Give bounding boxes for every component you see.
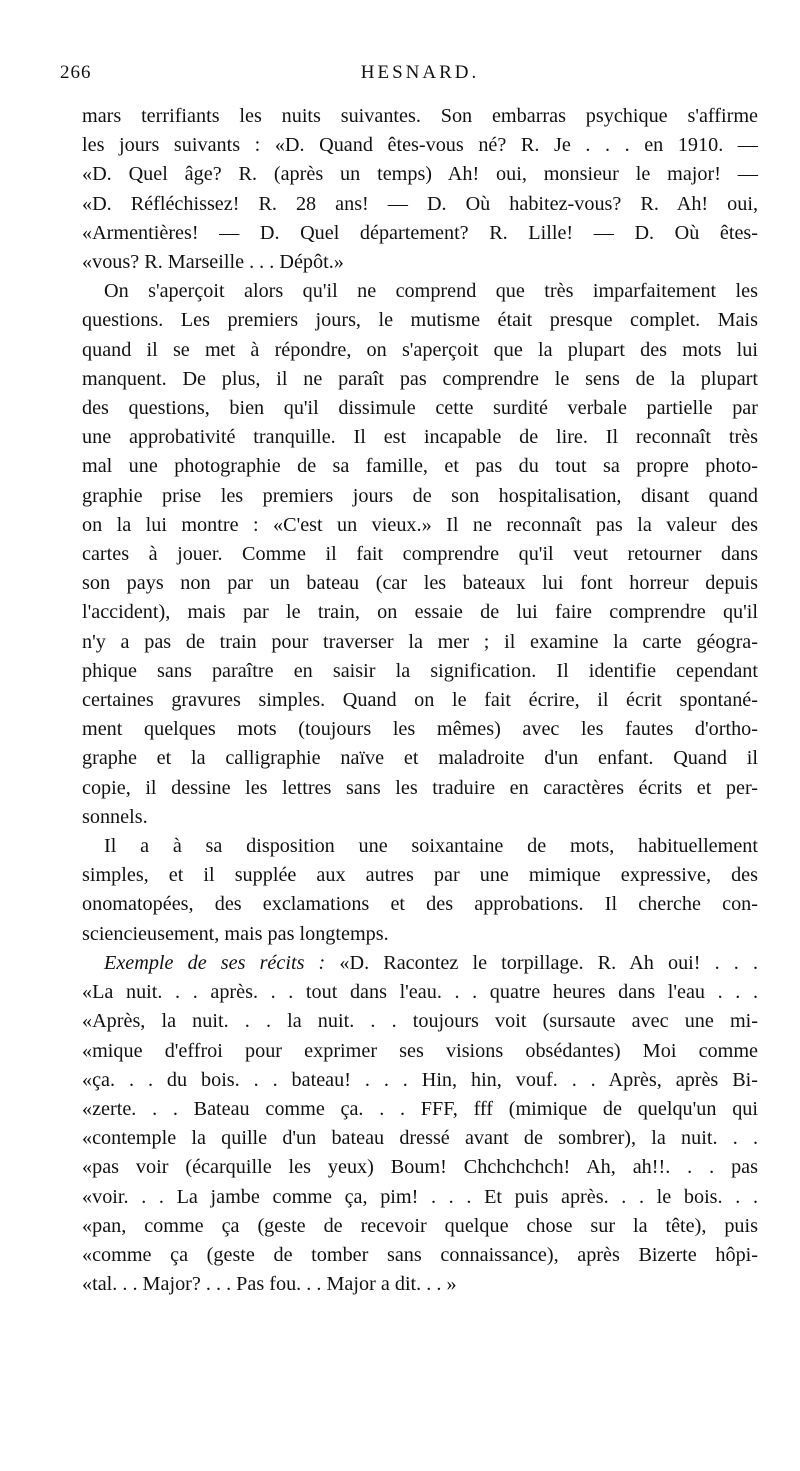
text-line: graphe et la calligraphie naïve et maladroite d'un enfant. Quand il (82, 747, 758, 770)
text-line: on la lui montre : «C'est un vieux.» Il ne reconnaît pas la valeur des (82, 513, 758, 536)
text-line: «pas voir (écarquille les yeux) Boum! Chchchchch! Ah, ah!!. . . pas (82, 1156, 758, 1179)
text-line: «D. Quel âge? R. (après un temps) Ah! oui, monsieur le major! — (82, 163, 758, 186)
text-line: «Armentières! — D. Quel département? R. Lille! — D. Où êtes- (82, 221, 758, 244)
text-line: «ça. . . du bois. . . bateau! . . . Hin, hin, vouf. . . Après, après Bi- (82, 1068, 758, 1091)
paragraph-3 (82, 832, 758, 949)
text-line: copie, il dessine les lettres sans les traduire en caractères écrits et per- (82, 776, 758, 799)
text-line: les jours suivants : «D. Quand êtes-vous né? R. Je . . . en 1910. — (82, 134, 758, 157)
text-line: l'accident), mais par le train, on essaie de lui faire comprendre qu'il (82, 601, 758, 624)
text-line: «mique d'effroi pour exprimer ses visions obsédantes) Moi comme (82, 1039, 758, 1062)
text-line: questions. Les premiers jours, le mutisme était presque complet. Mais (82, 309, 758, 332)
example-first-line: «D. Racontez le torpillage. R. Ah oui! . . . (339, 951, 759, 974)
text-line: graphie prise les premiers jours de son hospitalisation, disant quand (82, 484, 758, 507)
text-line: Il a à sa disposition une soixantaine de mots, habituellement (104, 835, 758, 858)
text-line: «contemple la quille d'un bateau dressé avant de sombrer), la nuit. . . (82, 1127, 758, 1150)
text-line: ment quelques mots (toujours les mêmes) avec les fautes d'ortho- (82, 718, 758, 741)
text-line: «pan, comme ça (geste de recevoir quelque chose sur la tête), puis (82, 1214, 758, 1237)
paragraph-4 (82, 949, 758, 1299)
text-line: On s'aperçoit alors qu'il ne comprend que très imparfaitement les (104, 280, 758, 303)
text-line: «zerte. . . Bateau comme ça. . . FFF, fff (mimique de quelqu'un qui (82, 1097, 758, 1120)
text-line: «La nuit. . . après. . . tout dans l'eau. . . quatre heures dans l'eau . . . (82, 981, 758, 1004)
text-line: une approbativité tranquille. Il est incapable de lire. Il reconnaît très (82, 426, 758, 449)
body-text (82, 102, 758, 1299)
text-line: mars terrifiants les nuits suivantes. Son embarras psychique s'affirme (82, 105, 758, 127)
text-line: «comme ça (geste de tomber sans connaissance), après Bizerte hôpi- (82, 1243, 758, 1266)
text-line: sonnels. (82, 805, 148, 828)
running-title: HESNARD. (360, 62, 480, 83)
text-line: cartes à jouer. Comme il fait comprendre qu'il veut retourner dans (82, 543, 758, 566)
example-label: Exemple de ses récits : (104, 951, 326, 974)
text-line: «tal. . . Major? . . . Pas fou. . . Major a dit. . . » (82, 1273, 457, 1296)
text-line: son pays non par un bateau (car les bateaux lui font horreur depuis (82, 572, 758, 595)
text-line: quand il se met à répondre, on s'aperçoit que la plupart des mots lui (82, 338, 758, 361)
text-line: des questions, bien qu'il dissimule cette surdité verbale partielle par (82, 397, 758, 420)
running-head (60, 62, 758, 102)
text-line: «voir. . . La jambe comme ça, pim! . . . Et puis après. . . le bois. . . (82, 1185, 758, 1208)
text-line: onomatopées, des exclamations et des approbations. Il cherche con- (82, 893, 758, 916)
text-line: «D. Réfléchissez! R. 28 ans! — D. Où habitez-vous? R. Ah! oui, (82, 192, 758, 215)
text-line: «Après, la nuit. . . la nuit. . . toujours voit (sursaute avec une mi- (82, 1010, 758, 1033)
text-line: phique sans paraître en saisir la signification. Il identifie cependant (82, 659, 758, 682)
page-number: 266 (60, 62, 92, 83)
text-line (82, 949, 758, 978)
text-line: simples, et il supplée aux autres par une mimique expressive, des (82, 864, 758, 887)
text-line: sciencieusement, mais pas longtemps. (82, 922, 389, 945)
text-line: «vous? R. Marseille . . . Dépôt.» (82, 251, 344, 274)
text-line: mal une photographie de sa famille, et pas du tout sa propre photo- (82, 455, 758, 478)
paragraph-1 (82, 102, 758, 277)
paragraph-2 (82, 277, 758, 832)
text-line: n'y a pas de train pour traverser la mer ; il examine la carte géogra- (82, 630, 758, 653)
text-line: certaines gravures simples. Quand on le fait écrire, il écrit spontané- (82, 689, 758, 712)
text-line: manquent. De plus, il ne paraît pas comprendre le sens de la plupart (82, 367, 758, 390)
